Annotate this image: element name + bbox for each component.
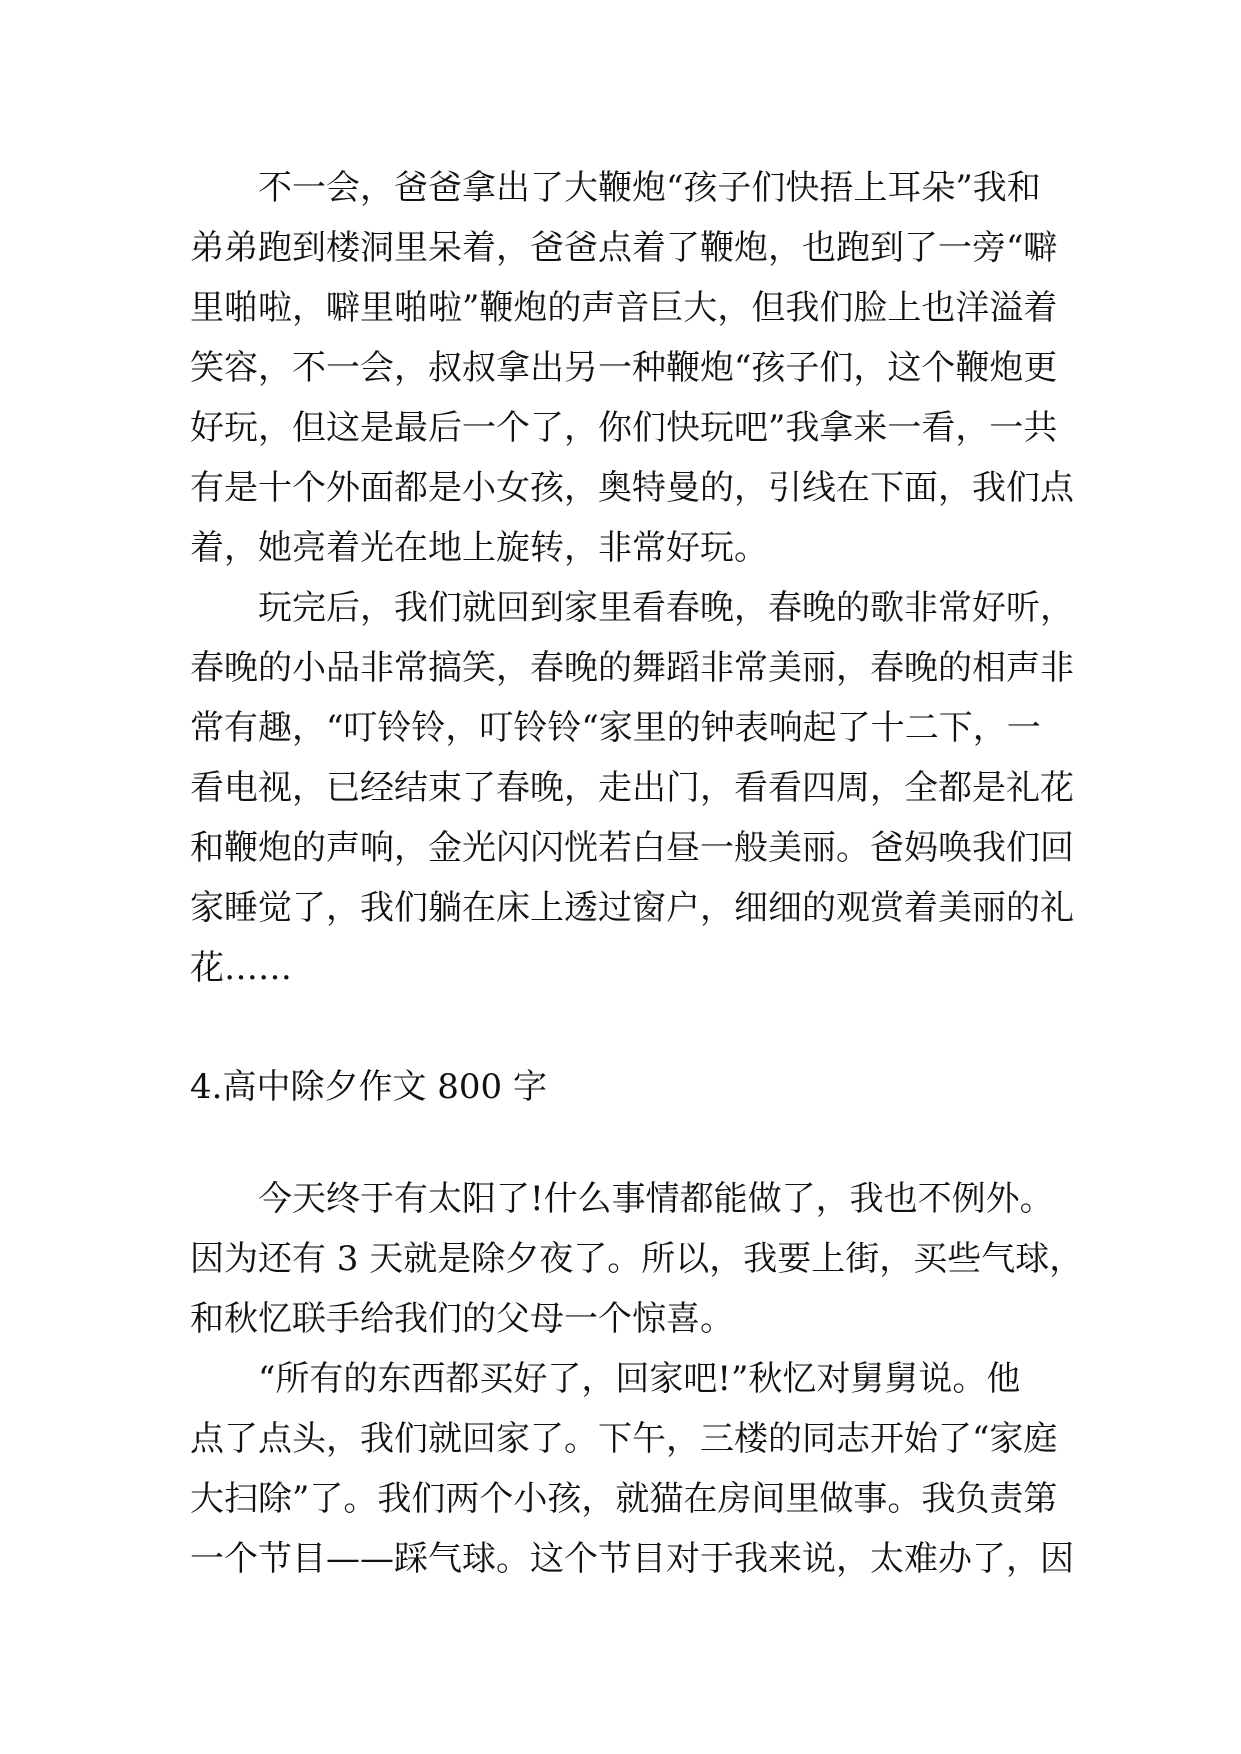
text-line: 玩完后，我们就回到家里看春晚，春晚的歌非常好听， xyxy=(258,588,1074,628)
text-line: 家睡觉了，我们躺在床上透过窗户，细细的观赏着美丽的礼 xyxy=(190,888,1074,928)
text-line: 一个节目——踩气球。这个节目对于我来说，太难办了，因 xyxy=(190,1539,1074,1579)
text-line: 点了点头，我们就回家了。下午，三楼的同志开始了“家庭 xyxy=(190,1419,1058,1459)
paragraph-spring-gala xyxy=(190,578,1074,998)
paragraph-sunny-day xyxy=(190,1169,1084,1349)
text-line: 弟弟跑到楼洞里呆着，爸爸点着了鞭炮，也跑到了一旁“噼 xyxy=(190,228,1058,268)
document-page xyxy=(190,158,1084,1589)
text-line: 有是十个外面都是小女孩，奥特曼的，引线在下面，我们点 xyxy=(190,468,1074,508)
text-line: 今天终于有太阳了!什么事情都能做了，我也不例外。 xyxy=(258,1179,1054,1219)
text-line: 不一会，爸爸拿出了大鞭炮“孩子们快捂上耳朵”我和 xyxy=(258,168,1041,208)
paragraph-going-home xyxy=(190,1349,1074,1589)
text-line: 花…… xyxy=(190,948,292,988)
text-line: 和鞭炮的声响，金光闪闪恍若白昼一般美丽。爸妈唤我们回 xyxy=(190,828,1074,868)
text-line: 因为还有 3 天就是除夕夜了。所以，我要上街，买些气球， xyxy=(190,1239,1084,1279)
text-line: 笑容，不一会，叔叔拿出另一种鞭炮“孩子们，这个鞭炮更 xyxy=(190,348,1058,388)
text-line: 和秋忆联手给我们的父母一个惊喜。 xyxy=(190,1299,734,1339)
text-line: 好玩，但这是最后一个了，你们快玩吧”我拿来一看，一共 xyxy=(190,408,1058,448)
paragraph-firecrackers xyxy=(190,158,1074,578)
text-line: 着，她亮着光在地上旋转，非常好玩。 xyxy=(190,528,768,568)
text-line: 常有趣，“叮铃铃，叮铃铃“家里的钟表响起了十二下，一 xyxy=(190,708,1041,748)
text-line: 春晚的小品非常搞笑，春晚的舞蹈非常美丽，春晚的相声非 xyxy=(190,648,1074,688)
text-line: 看电视，已经结束了春晚，走出门，看看四周，全都是礼花 xyxy=(190,768,1074,808)
text-line: 里啪啦，噼里啪啦”鞭炮的声音巨大，但我们脸上也洋溢着 xyxy=(190,288,1058,328)
text-line: 大扫除”了。我们两个小孩，就猫在房间里做事。我负责第 xyxy=(190,1479,1058,1519)
section-heading: 4.高中除夕作文 800 字 xyxy=(190,1067,547,1107)
section-heading-wrap xyxy=(190,1057,1060,1117)
text-line: “所有的东西都买好了，回家吧!”秋忆对舅舅说。他 xyxy=(258,1359,1021,1399)
